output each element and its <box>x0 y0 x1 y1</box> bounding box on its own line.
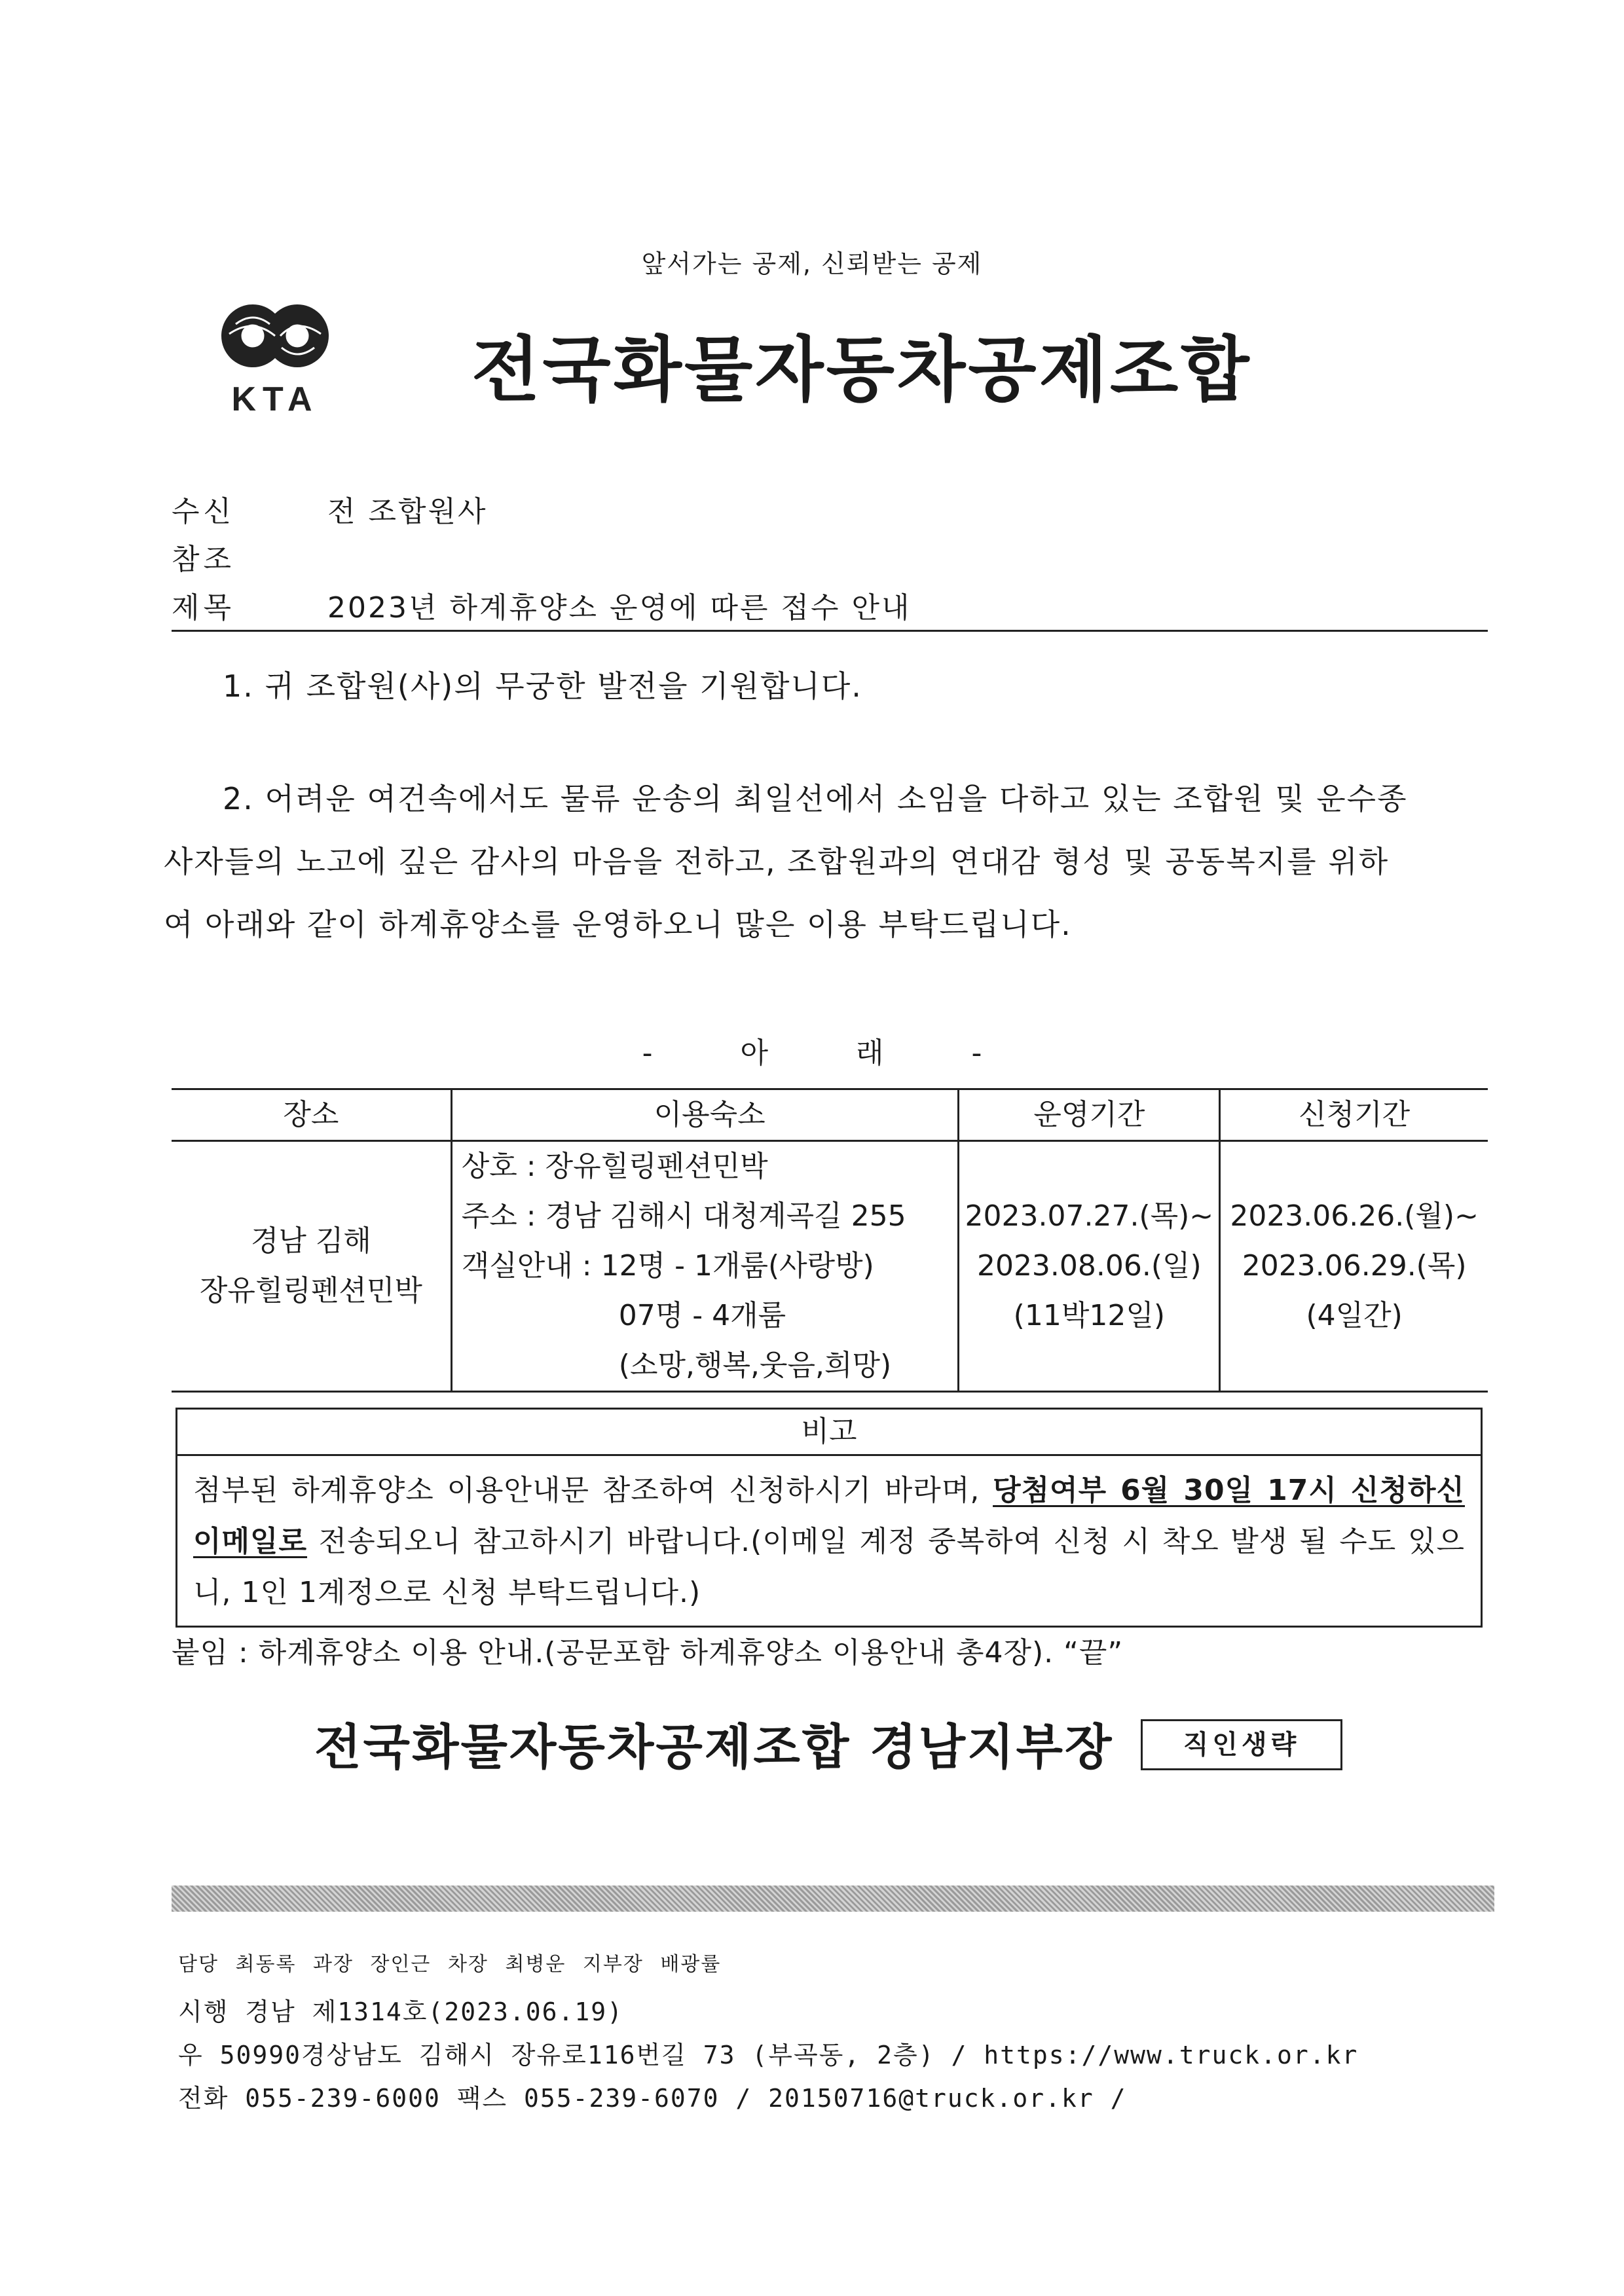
contact-line: 전화 055-239-6000 팩스 055-239-6070 / 20150716@truck.or.kr / <box>178 2084 1127 2113</box>
subject-value: 2023년 하계휴양소 운영에 따른 접수 안내 <box>327 591 912 625</box>
below-dash-left: - <box>642 1036 653 1070</box>
address-line: 우 50990경상남도 김해시 장유로116번길 73 (부곡동, 2층) / https://www.truck.or.kr <box>178 2041 1359 2069</box>
place-line-1: 경남 김해 <box>250 1224 371 1258</box>
below-a: 아 <box>740 1036 768 1070</box>
reference-label: 참조 <box>172 543 236 576</box>
lodging-room-names: (소망,행복,웃음,희망) <box>618 1349 892 1382</box>
remark-text-c: 전송되오니 참고하시기 바랍니다.(이메일 계정 중복하여 신청 시 착오 발생 될 수도 있으니, 1인 1계정으로 신청 부탁드립니다.) <box>193 1525 1466 1609</box>
application-days: (4일간) <box>1306 1299 1403 1332</box>
subject-label: 제목 <box>172 591 236 625</box>
org-title: 전국화물자동차공제조합 <box>471 329 1252 411</box>
application-start: 2023.06.26.(월)~ <box>1230 1199 1479 1233</box>
lodging-name: 상호 : 장유힐링펜션민박 <box>461 1150 768 1183</box>
attachment-note: 붙임 : 하계휴양소 이용 안내.(공문포함 하계휴양소 이용안내 총4장). “끝” <box>172 1636 1124 1669</box>
lodging-rooms-2: 07명 - 4개룸 <box>618 1299 786 1332</box>
recipient-label: 수신 <box>172 495 236 528</box>
table-row <box>172 1141 1488 1392</box>
table-header-row <box>172 1089 1488 1141</box>
below-heading <box>0 1029 1624 1071</box>
remark-text <box>177 1456 1481 1618</box>
lodging-table <box>172 1088 1488 1393</box>
staff-line: 담당 최동록 과장 장인근 차장 최병운 지부장 배광률 <box>178 1953 722 1976</box>
remark-notice-underlined: 당첨여부 6월 30일 17시 신청하신 이메일로 <box>193 1474 1465 1558</box>
header-operation-period: 운영기간 <box>959 1089 1220 1141</box>
signature: 전국화물자동차공제조합 경남지부장 <box>314 1719 1114 1776</box>
operation-nights: (11박12일) <box>1013 1299 1165 1332</box>
place-cell <box>172 1141 451 1392</box>
paragraph-2-line-1: 2. 어려운 여건속에서도 물류 운송의 최일선에서 소임을 다하고 있는 조합원 및 운수종 <box>223 781 1408 816</box>
paragraph-1: 1. 귀 조합원(사)의 무궁한 발전을 기원합니다. <box>223 668 862 704</box>
remark-title: 비고 <box>177 1410 1481 1456</box>
header-divider <box>172 630 1488 632</box>
header-application-period: 신청기간 <box>1220 1089 1488 1141</box>
slogan: 앞서가는 공제, 신뢰받는 공제 <box>641 249 983 278</box>
lodging-address: 주소 : 경남 김해시 대청계곡길 255 <box>461 1199 906 1233</box>
seal-omitted-box: 직인생략 <box>1141 1719 1342 1770</box>
footer-divider-band <box>172 1886 1494 1912</box>
recipient-value: 전 조합원사 <box>327 495 488 528</box>
application-cell <box>1220 1141 1488 1392</box>
remark-text-a: 첨부된 하계휴양소 이용안내문 참조하여 신청하시기 바라며, <box>193 1474 993 1507</box>
kta-logo-text: KTA <box>231 380 319 418</box>
below-rae: 래 <box>856 1036 884 1070</box>
paragraph-2-line-2: 사자들의 노고에 깊은 감사의 마음을 전하고, 조합원과의 연대감 형성 및 공동복지를 위하 <box>164 844 1390 879</box>
lodging-cell <box>451 1141 959 1392</box>
issue-line: 시행 경남 제1314호(2023.06.19) <box>178 1997 624 2026</box>
kta-logo-icon <box>210 298 341 419</box>
operation-end: 2023.08.06.(일) <box>976 1249 1202 1283</box>
header-lodging: 이용숙소 <box>451 1089 959 1141</box>
place-line-2: 장유힐링펜션민박 <box>199 1274 422 1307</box>
application-end: 2023.06.29.(목) <box>1242 1249 1467 1283</box>
operation-start: 2023.07.27.(목)~ <box>965 1199 1214 1233</box>
lodging-rooms-1: 객실안내 : 12명 - 1개룸(사랑방) <box>461 1249 874 1283</box>
remark-box <box>175 1408 1483 1628</box>
header-place: 장소 <box>172 1089 451 1141</box>
paragraph-2-line-3: 여 아래와 같이 하계휴양소를 운영하오니 많은 이용 부탁드립니다. <box>164 907 1072 942</box>
operation-cell <box>959 1141 1220 1392</box>
kta-logo <box>210 298 341 419</box>
below-dash-right: - <box>971 1036 982 1070</box>
